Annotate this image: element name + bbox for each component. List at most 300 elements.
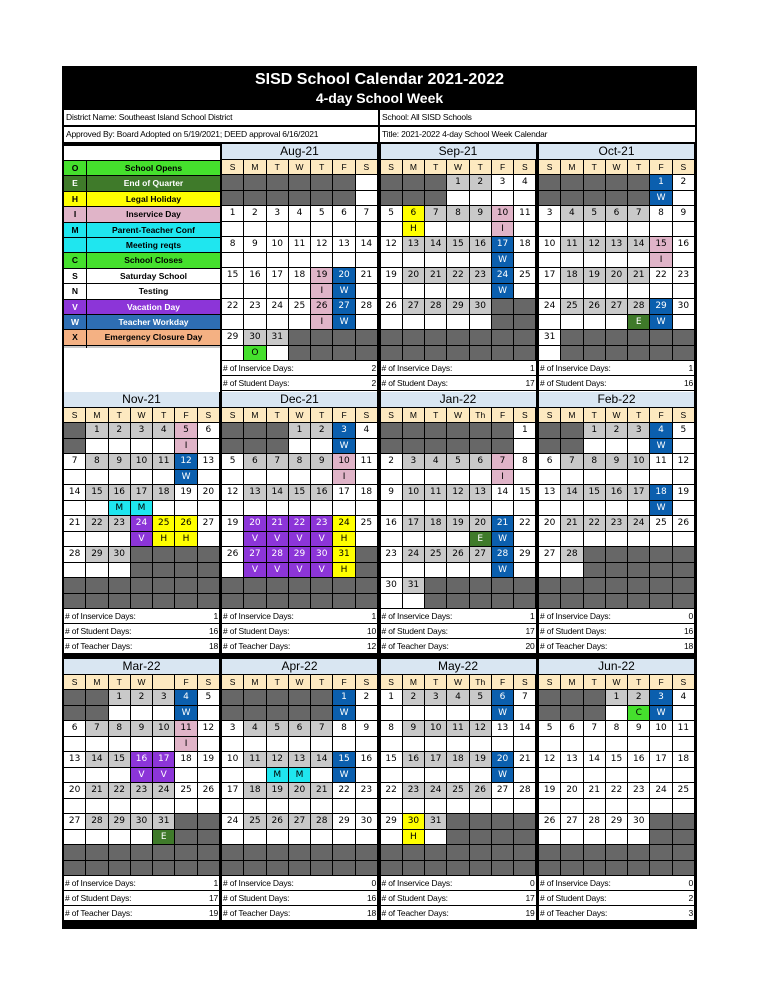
- date-row: [222, 783, 377, 798]
- weekday-header: F: [492, 408, 513, 422]
- day-cell: 9: [311, 454, 332, 469]
- legend-label: Emergency Closure Day: [87, 330, 220, 344]
- day-code-cell: [289, 284, 310, 299]
- day-code-cell: [470, 315, 491, 330]
- day-cell: 4: [561, 206, 582, 221]
- legend-code: X: [64, 330, 86, 344]
- day-code-cell: [584, 191, 605, 206]
- day-cell: 26: [267, 814, 288, 829]
- day-cell: 15: [650, 237, 671, 252]
- weekday-header: W: [289, 675, 310, 689]
- day-code-cell: [403, 799, 424, 814]
- date-row: [222, 547, 377, 562]
- calendar-subtitle: 4-day School Week: [315, 90, 444, 106]
- day-cell: [470, 330, 491, 345]
- day-cell: 23: [470, 268, 491, 283]
- day-code-cell: [514, 222, 535, 237]
- day-code-cell: [584, 253, 605, 268]
- day-code-cell: [673, 706, 694, 721]
- day-cell: 2: [606, 423, 627, 438]
- code-row: [381, 532, 536, 547]
- day-cell: [153, 578, 174, 593]
- weekday-header: M: [86, 675, 107, 689]
- date-row: [539, 578, 694, 593]
- day-cell: 7: [425, 206, 446, 221]
- day-code-cell: [175, 830, 196, 845]
- day-code-cell: [311, 594, 332, 609]
- day-cell: 4: [673, 690, 694, 705]
- day-cell: 11: [175, 721, 196, 736]
- day-cell: 2: [311, 423, 332, 438]
- day-cell: 20: [333, 268, 354, 283]
- day-cell: 16: [109, 485, 130, 500]
- day-cell: [425, 578, 446, 593]
- month-aug-21: [222, 144, 377, 405]
- day-cell: 16: [606, 485, 627, 500]
- date-row: [539, 423, 694, 438]
- day-code-cell: [109, 470, 130, 485]
- day-code-cell: [514, 737, 535, 752]
- day-code-cell: V: [311, 532, 332, 547]
- day-cell: 6: [492, 690, 513, 705]
- day-cell: 7: [561, 454, 582, 469]
- day-cell: 6: [403, 206, 424, 221]
- stat-student-days: [539, 376, 694, 390]
- weekday-header-row: [381, 675, 536, 689]
- weekday-header: W: [289, 160, 310, 174]
- day-code-cell: [650, 563, 671, 578]
- day-code-cell: [131, 861, 152, 876]
- stat-student-days: [64, 891, 219, 905]
- code-row: [381, 830, 536, 845]
- date-row: [381, 721, 536, 736]
- day-code-cell: [381, 501, 402, 516]
- day-cell: 1: [606, 690, 627, 705]
- day-cell: 4: [447, 690, 468, 705]
- day-code-cell: [650, 737, 671, 752]
- day-code-cell: [584, 501, 605, 516]
- day-code-cell: [356, 830, 377, 845]
- day-code-cell: [628, 737, 649, 752]
- day-cell: [109, 578, 130, 593]
- day-cell: 9: [109, 454, 130, 469]
- code-row: [539, 315, 694, 330]
- day-code-cell: H: [333, 532, 354, 547]
- day-cell: [584, 330, 605, 345]
- stat-inservice-days: [222, 609, 377, 623]
- day-code-cell: [244, 830, 265, 845]
- day-code-cell: [381, 191, 402, 206]
- day-cell: 14: [561, 485, 582, 500]
- day-code-cell: W: [175, 470, 196, 485]
- day-cell: 5: [539, 721, 560, 736]
- day-code-cell: [606, 799, 627, 814]
- stat-label: # of Teacher Days:: [223, 641, 291, 651]
- day-cell: 30: [356, 814, 377, 829]
- stat-inservice-days: [64, 609, 219, 623]
- day-cell: 11: [244, 752, 265, 767]
- day-cell: [403, 845, 424, 860]
- day-code-cell: [561, 830, 582, 845]
- date-row: [64, 547, 219, 562]
- day-cell: 30: [311, 547, 332, 562]
- day-cell: 6: [64, 721, 85, 736]
- day-cell: 7: [628, 206, 649, 221]
- day-cell: 7: [584, 721, 605, 736]
- day-cell: 16: [628, 752, 649, 767]
- day-cell: [606, 175, 627, 190]
- day-code-cell: [175, 594, 196, 609]
- day-cell: [425, 175, 446, 190]
- day-cell: 12: [267, 752, 288, 767]
- day-cell: [628, 845, 649, 860]
- day-cell: 8: [514, 454, 535, 469]
- day-cell: [267, 845, 288, 860]
- month-stats: [64, 876, 219, 920]
- day-code-cell: [86, 501, 107, 516]
- day-cell: 25: [244, 814, 265, 829]
- day-code-cell: V: [311, 563, 332, 578]
- day-code-cell: [514, 768, 535, 783]
- day-cell: 13: [470, 485, 491, 500]
- day-code-cell: [86, 861, 107, 876]
- weekday-header: F: [492, 675, 513, 689]
- day-code-cell: [381, 439, 402, 454]
- info-row-2: [62, 127, 697, 142]
- day-code-cell: [539, 594, 560, 609]
- day-cell: [539, 423, 560, 438]
- day-cell: 25: [356, 516, 377, 531]
- legend-item: [64, 284, 220, 298]
- legend-label: Testing: [87, 284, 220, 298]
- day-code-cell: [561, 191, 582, 206]
- day-code-cell: [244, 861, 265, 876]
- day-cell: [470, 814, 491, 829]
- weekday-header: W: [606, 675, 627, 689]
- day-cell: 1: [222, 206, 243, 221]
- day-cell: 25: [153, 516, 174, 531]
- day-code-cell: [584, 470, 605, 485]
- weekday-header: F: [333, 408, 354, 422]
- calendar-frame: [62, 66, 697, 929]
- day-code-cell: [447, 222, 468, 237]
- day-cell: 28: [425, 299, 446, 314]
- day-cell: [539, 175, 560, 190]
- day-code-cell: [198, 830, 219, 845]
- day-code-cell: [447, 346, 468, 361]
- day-cell: 1: [333, 690, 354, 705]
- day-cell: 8: [333, 721, 354, 736]
- day-code-cell: V: [131, 532, 152, 547]
- day-cell: 8: [650, 206, 671, 221]
- day-cell: 22: [86, 516, 107, 531]
- day-code-cell: [514, 799, 535, 814]
- day-cell: 21: [356, 268, 377, 283]
- day-cell: 7: [86, 721, 107, 736]
- day-cell: [606, 330, 627, 345]
- day-code-cell: [425, 253, 446, 268]
- day-code-cell: [673, 470, 694, 485]
- weekday-header: S: [356, 675, 377, 689]
- day-code-cell: [222, 861, 243, 876]
- day-code-cell: [86, 532, 107, 547]
- day-code-cell: [673, 861, 694, 876]
- day-code-cell: [425, 861, 446, 876]
- day-cell: 6: [470, 454, 491, 469]
- date-row: [222, 237, 377, 252]
- stat-label: # of Student Days:: [540, 626, 607, 636]
- day-code-cell: [514, 861, 535, 876]
- day-cell: 17: [267, 268, 288, 283]
- weekday-header: T: [584, 160, 605, 174]
- day-code-cell: [561, 439, 582, 454]
- day-code-cell: [425, 532, 446, 547]
- date-row: [222, 454, 377, 469]
- stat-label: # of Student Days:: [223, 893, 290, 903]
- day-cell: 3: [153, 690, 174, 705]
- date-row: [64, 516, 219, 531]
- day-code-cell: [514, 501, 535, 516]
- month-apr-22: [222, 659, 377, 920]
- day-cell: 25: [175, 783, 196, 798]
- day-code-cell: [198, 768, 219, 783]
- day-cell: 9: [628, 721, 649, 736]
- day-cell: [673, 330, 694, 345]
- day-code-cell: [650, 594, 671, 609]
- date-row: [381, 237, 536, 252]
- day-cell: 31: [267, 330, 288, 345]
- day-code-cell: [561, 768, 582, 783]
- day-code-cell: [492, 861, 513, 876]
- day-code-cell: [425, 222, 446, 237]
- day-code-cell: H: [175, 532, 196, 547]
- stat-label: # of Student Days:: [381, 626, 448, 636]
- day-cell: 25: [561, 299, 582, 314]
- date-row: [64, 845, 219, 860]
- date-row: [222, 578, 377, 593]
- day-code-cell: W: [650, 191, 671, 206]
- day-code-cell: [514, 284, 535, 299]
- day-code-cell: [381, 799, 402, 814]
- day-cell: 6: [606, 206, 627, 221]
- day-code-cell: [198, 799, 219, 814]
- day-code-cell: W: [650, 501, 671, 516]
- day-code-cell: [267, 222, 288, 237]
- code-row: [222, 439, 377, 454]
- month-title: Feb-22: [539, 392, 694, 407]
- code-row: [539, 346, 694, 361]
- legend-code: O: [64, 161, 86, 175]
- weekday-header: S: [198, 675, 219, 689]
- day-code-cell: [86, 439, 107, 454]
- day-cell: 23: [673, 268, 694, 283]
- month-nov-21: [64, 392, 219, 653]
- day-cell: [584, 578, 605, 593]
- day-cell: [561, 845, 582, 860]
- weekday-header: T: [109, 675, 130, 689]
- day-cell: 10: [403, 485, 424, 500]
- day-code-cell: [64, 737, 85, 752]
- stat-label: # of Student Days:: [540, 378, 607, 388]
- day-code-cell: [153, 563, 174, 578]
- weekday-header: S: [381, 675, 402, 689]
- day-code-cell: [244, 706, 265, 721]
- day-code-cell: [606, 768, 627, 783]
- day-code-cell: I: [492, 470, 513, 485]
- weekday-header: F: [492, 160, 513, 174]
- day-code-cell: W: [492, 768, 513, 783]
- day-cell: 29: [86, 547, 107, 562]
- day-code-cell: [628, 768, 649, 783]
- day-cell: 18: [244, 783, 265, 798]
- day-code-cell: [403, 532, 424, 547]
- day-cell: [244, 845, 265, 860]
- day-cell: [673, 845, 694, 860]
- month-dec-21: [222, 392, 377, 653]
- day-code-cell: [289, 346, 310, 361]
- day-cell: 10: [628, 454, 649, 469]
- day-cell: 16: [311, 485, 332, 500]
- day-code-cell: [561, 737, 582, 752]
- day-cell: [356, 175, 377, 190]
- code-row: [64, 470, 219, 485]
- day-cell: [628, 547, 649, 562]
- day-cell: [673, 814, 694, 829]
- day-cell: 5: [175, 423, 196, 438]
- stat-label: # of Inservice Days:: [540, 363, 611, 373]
- day-cell: 1: [289, 423, 310, 438]
- day-cell: 10: [131, 454, 152, 469]
- weekday-header: M: [561, 408, 582, 422]
- day-code-cell: [673, 222, 694, 237]
- day-cell: [356, 547, 377, 562]
- day-code-cell: [86, 594, 107, 609]
- day-code-cell: [673, 799, 694, 814]
- day-code-cell: [381, 284, 402, 299]
- day-cell: 8: [606, 721, 627, 736]
- day-code-cell: [539, 346, 560, 361]
- month-stats: [539, 609, 694, 653]
- day-cell: 29: [289, 547, 310, 562]
- day-cell: 20: [606, 268, 627, 283]
- day-code-cell: [447, 470, 468, 485]
- day-cell: 19: [673, 485, 694, 500]
- day-code-cell: [222, 830, 243, 845]
- day-cell: [650, 547, 671, 562]
- legend-code: M: [64, 223, 86, 237]
- day-cell: 11: [425, 485, 446, 500]
- day-code-cell: [628, 222, 649, 237]
- day-code-cell: [514, 346, 535, 361]
- day-code-cell: [470, 222, 491, 237]
- day-cell: 23: [606, 516, 627, 531]
- day-cell: 28: [311, 814, 332, 829]
- day-code-cell: [311, 768, 332, 783]
- legend-item: [64, 161, 220, 175]
- weekday-header: S: [514, 160, 535, 174]
- day-code-cell: V: [153, 768, 174, 783]
- day-cell: 24: [539, 299, 560, 314]
- day-code-cell: [584, 563, 605, 578]
- weekday-header: M: [403, 160, 424, 174]
- day-cell: 1: [381, 690, 402, 705]
- day-code-cell: [470, 830, 491, 845]
- date-row: [539, 454, 694, 469]
- code-row: [381, 768, 536, 783]
- weekday-header: M: [244, 675, 265, 689]
- day-cell: 20: [470, 516, 491, 531]
- stat-label: # of Inservice Days:: [381, 363, 453, 373]
- day-code-cell: [628, 830, 649, 845]
- day-code-cell: [244, 594, 265, 609]
- code-row: [222, 861, 377, 876]
- stat-label: # of Inservice Days:: [65, 611, 136, 621]
- date-row: [64, 814, 219, 829]
- day-cell: [86, 578, 107, 593]
- weekday-header: W: [289, 408, 310, 422]
- day-code-cell: [333, 501, 354, 516]
- stat-label: # of Teacher Days:: [381, 908, 449, 918]
- day-code-cell: [403, 315, 424, 330]
- day-code-cell: [311, 799, 332, 814]
- day-code-cell: [447, 799, 468, 814]
- stat-label: # of Teacher Days:: [65, 641, 133, 651]
- day-code-cell: [267, 706, 288, 721]
- weekday-header: S: [673, 675, 694, 689]
- stat-teacher-days: [64, 639, 219, 653]
- day-code-cell: [381, 315, 402, 330]
- day-code-cell: [539, 284, 560, 299]
- day-code-cell: [153, 737, 174, 752]
- day-code-cell: [628, 532, 649, 547]
- day-cell: 4: [514, 175, 535, 190]
- day-cell: [175, 814, 196, 829]
- stat-student-days: [381, 624, 536, 638]
- day-cell: 16: [673, 237, 694, 252]
- day-code-cell: [267, 830, 288, 845]
- day-code-cell: [470, 501, 491, 516]
- code-row: [381, 222, 536, 237]
- day-code-cell: [244, 315, 265, 330]
- day-cell: [311, 845, 332, 860]
- day-code-cell: [356, 346, 377, 361]
- day-cell: [222, 578, 243, 593]
- day-cell: [606, 578, 627, 593]
- day-code-cell: [153, 861, 174, 876]
- day-code-cell: [222, 532, 243, 547]
- day-cell: 6: [561, 721, 582, 736]
- stat-label: # of Teacher Days:: [540, 641, 608, 651]
- day-code-cell: [447, 501, 468, 516]
- day-code-cell: [447, 706, 468, 721]
- day-cell: 24: [222, 814, 243, 829]
- weekday-header: T: [470, 160, 491, 174]
- day-code-cell: [403, 563, 424, 578]
- date-row: [381, 814, 536, 829]
- day-code-cell: [470, 253, 491, 268]
- day-code-cell: [222, 284, 243, 299]
- weekday-header: Th: [470, 675, 491, 689]
- day-cell: 24: [403, 547, 424, 562]
- weekday-header: W: [606, 160, 627, 174]
- code-row: [539, 470, 694, 485]
- day-cell: 2: [470, 175, 491, 190]
- code-row: [539, 861, 694, 876]
- day-cell: 4: [153, 423, 174, 438]
- day-code-cell: [470, 594, 491, 609]
- stat-label: # of Inservice Days:: [540, 611, 611, 621]
- stat-label: # of Inservice Days:: [381, 611, 453, 621]
